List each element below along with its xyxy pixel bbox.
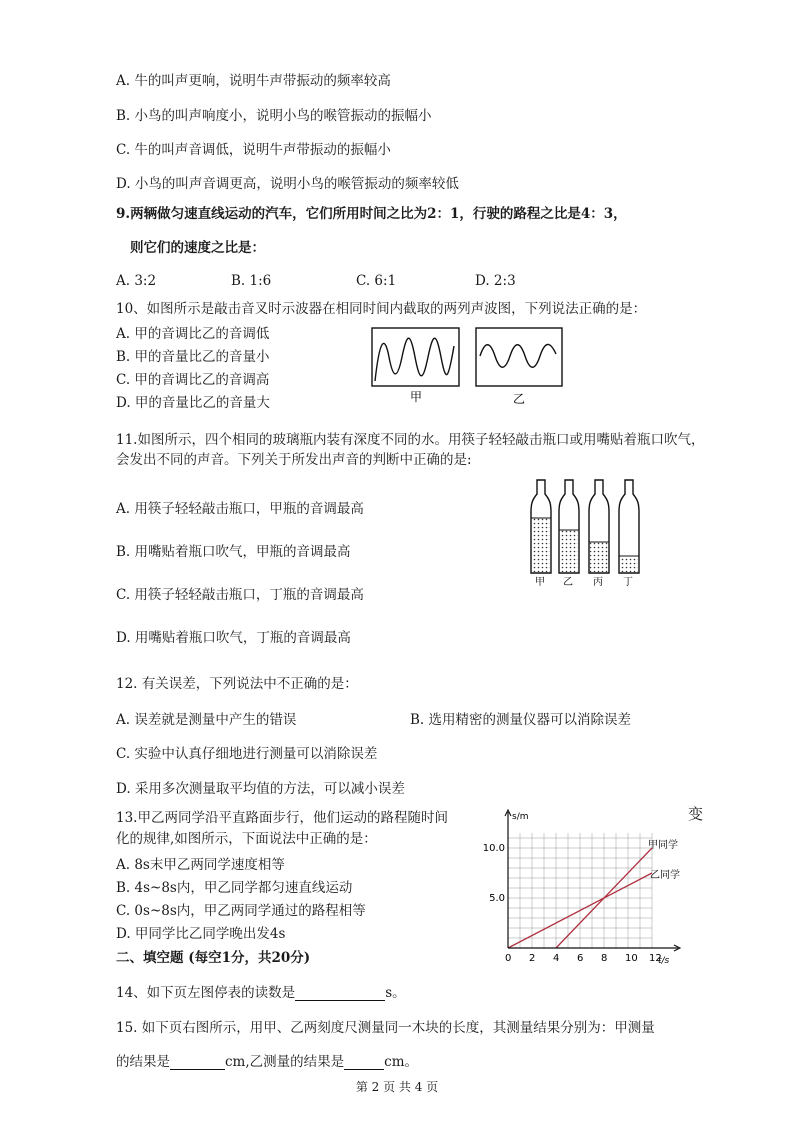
q13-stem-end: 变 — [688, 805, 704, 823]
q14-suffix: s。 — [385, 985, 406, 1001]
waveform-yi — [480, 344, 556, 367]
q15-part-a: 的结果是 — [116, 1054, 170, 1070]
x-tick-label: 0 — [505, 953, 512, 964]
q14-prefix: 14、如下页左图停表的读数是 — [116, 985, 296, 1001]
q11-option-a: A. 用筷子轻轻敲击瓶口，甲瓶的音调最高 — [116, 501, 364, 517]
q8-option-d: D. 小鸟的叫声音调更高，说明小鸟的喉管振动的频率较低 — [116, 176, 459, 192]
page-footer: 第 2 页 共 4 页 — [355, 1080, 439, 1094]
y-tick-label: 5.0 — [489, 893, 505, 904]
x-tick-label: 8 — [601, 953, 608, 964]
q13-stem-cont: 化的规律,如图所示，下面说法中正确的是： — [116, 831, 377, 847]
q14 — [116, 985, 406, 1001]
q10-stem: 10、如图所示是敲击音叉时示波器在相同时间内截取的两列声波图，下列说法正确的是： — [116, 301, 647, 317]
q8-option-a: A. 牛的叫声更响，说明牛声带振动的频率较高 — [116, 73, 391, 89]
q15-answer-blank-jia — [170, 1055, 225, 1070]
q8-option-c: C. 牛的叫声音调低，说明牛声带振动的振幅小 — [116, 142, 391, 158]
q12-option-c: C. 实验中认真仔细地进行测量可以消除误差 — [116, 746, 378, 762]
q12-stem: 12. 有关误差，下列说法中不正确的是： — [116, 676, 358, 692]
q11-stem: 11.如图所示，四个相同的玻璃瓶内装有深度不同的水。用筷子轻轻敲击瓶口或用嘴贴着瓶口吹气， — [116, 432, 705, 448]
q11-bottles-figure — [525, 478, 655, 588]
chart-grid — [508, 833, 652, 948]
bottle-ding — [619, 480, 639, 573]
q11-option-c: C. 用筷子轻轻敲击瓶口，丁瓶的音调最高 — [116, 587, 364, 603]
section-2-heading: 二、填空题 (每空1分，共20分) — [116, 950, 311, 966]
q12-option-d: D. 采用多次测量取平均值的方法，可以减小误差 — [116, 781, 405, 797]
x-axis-label: t/s — [658, 956, 670, 966]
q10-option-b: B. 甲的音量比乙的音量小 — [116, 349, 270, 365]
q15-unit-a: cm,乙测量的结果是 — [225, 1054, 345, 1070]
q13-option-a: A. 8s末甲乙两同学速度相等 — [116, 857, 285, 873]
q15-answer-blank-yi — [344, 1055, 384, 1070]
x-tick-label: 2 — [529, 953, 536, 964]
q11-stem-cont: 会发出不同的声音。下列关于所发出声音的判断中正确的是: — [116, 452, 472, 468]
q15-unit-b: cm。 — [384, 1054, 419, 1070]
q13-stem: 13.甲乙两同学沿平直路面步行，他们运动的路程随时间 — [116, 810, 448, 826]
x-tick-label: 10 — [625, 953, 638, 964]
q10-waveform-figure — [370, 326, 570, 408]
q10-option-a: A. 甲的音调比乙的音调低 — [116, 326, 270, 342]
waveform-label-yi: 乙 — [513, 392, 526, 406]
bottle-yi — [559, 480, 579, 573]
q15-stem: 15. 如下页右图所示，用甲、乙两刻度尺测量同一木块的长度，其测量结果分别为：甲测量 — [116, 1020, 655, 1036]
waveform-jia — [375, 338, 454, 381]
q9-option-b: B. 1:6 — [231, 273, 272, 289]
bottle-jia — [531, 480, 551, 573]
chart-ticks — [483, 843, 662, 964]
q8-option-b: B. 小鸟的叫声响度小，说明小鸟的喉管振动的振幅小 — [116, 108, 432, 124]
q9-stem-cont: 则它们的速度之比是： — [130, 240, 265, 256]
waveform-label-jia: 甲 — [410, 390, 423, 404]
q14-answer-blank — [295, 986, 385, 1001]
q9-stem: 9.两辆做匀速直线运动的汽车，它们所用时间之比为2：1，行驶的路程之比是4：3， — [116, 206, 627, 222]
series-label-jia: 甲同学 — [648, 840, 678, 851]
bottle-label-jia: 甲 — [535, 577, 545, 588]
q13-option-c: C. 0s~8s内，甲乙两同学通过的路程相等 — [116, 903, 366, 919]
q9-option-c: C. 6:1 — [356, 273, 397, 289]
series-label-yi: 乙同学 — [650, 870, 680, 881]
q9-option-a: A. 3:2 — [116, 273, 157, 289]
q9-option-d: D. 2:3 — [475, 273, 516, 289]
q13-option-b: B. 4s~8s内，甲乙同学都匀速直线运动 — [116, 880, 353, 896]
q11-option-d: D. 用嘴贴着瓶口吹气，丁瓶的音调最高 — [116, 630, 351, 646]
q12-option-b: B. 选用精密的测量仪器可以消除误差 — [410, 712, 632, 728]
x-tick-label: 4 — [553, 953, 560, 964]
x-tick-label: 6 — [577, 953, 584, 964]
q12-option-a: A. 误差就是测量中产生的错误 — [116, 712, 297, 728]
x-tick-label: 12 — [649, 953, 662, 964]
q10-option-c: C. 甲的音调比乙的音调高 — [116, 372, 270, 388]
bottle-label-yi: 乙 — [563, 577, 573, 588]
waveform-yi-frame — [476, 328, 562, 386]
q10-option-d: D. 甲的音量比乙的音量大 — [116, 395, 270, 411]
q13-distance-time-chart — [482, 808, 688, 968]
y-tick-label: 10.0 — [482, 843, 505, 854]
y-axis-label: s/m — [512, 812, 529, 822]
q15-answer-line — [116, 1054, 418, 1070]
q11-option-b: B. 用嘴贴着瓶口吹气，甲瓶的音调最高 — [116, 544, 351, 560]
bottle-label-ding: 丁 — [623, 577, 633, 588]
q13-option-d: D. 甲同学比乙同学晚出发4s — [116, 926, 286, 942]
bottle-label-bing: 丙 — [593, 577, 603, 588]
bottle-bing — [589, 480, 609, 573]
